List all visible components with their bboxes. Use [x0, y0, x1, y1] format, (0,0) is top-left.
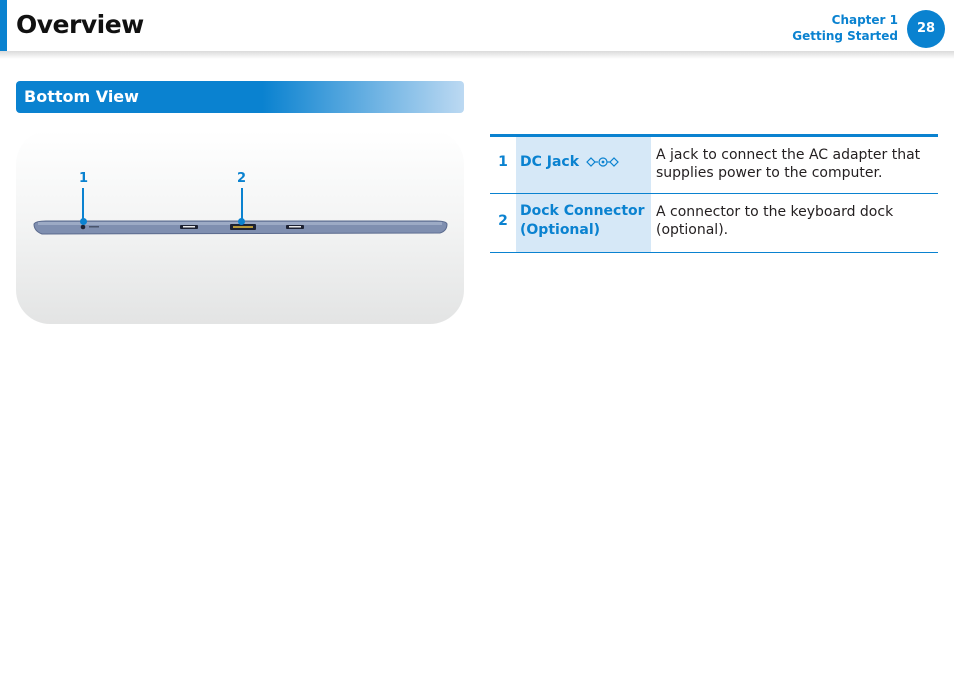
row-description: A jack to connect the AC adapter that supplies power to the computer. [656, 147, 921, 181]
row-name-line [520, 202, 645, 240]
chapter-title: Getting Started [792, 29, 898, 43]
row-name-qualifier: (Optional) [520, 222, 601, 238]
page-title: Overview [16, 10, 144, 39]
section-header [16, 81, 464, 113]
page-number-badge: 28 [907, 10, 945, 48]
tablet-bottom-edge-illustration [16, 130, 464, 324]
row-description: A connector to the keyboard dock (optional). [656, 204, 894, 238]
chapter-label [792, 12, 898, 44]
row-name-cell [516, 194, 651, 252]
row-number: 2 [498, 213, 508, 229]
table-row [490, 194, 938, 253]
section-title: Bottom View [24, 87, 139, 106]
row-name: Dock Connector [520, 203, 645, 219]
table-row [490, 137, 938, 194]
header-accent-bar [0, 0, 7, 51]
callout-number-2: 2 [237, 171, 247, 186]
row-name-cell [516, 137, 651, 193]
device-bottom-view-figure [16, 130, 464, 324]
callout-number-1: 1 [79, 171, 89, 186]
header-divider [0, 51, 954, 59]
row-name-line [520, 153, 620, 172]
dc-polarity-icon [586, 157, 620, 167]
callout-dot-2 [238, 218, 245, 225]
chapter-number: Chapter 1 [831, 13, 898, 27]
row-number: 1 [498, 154, 508, 170]
callout-dot-1 [80, 218, 87, 225]
row-name: DC Jack [520, 154, 580, 170]
